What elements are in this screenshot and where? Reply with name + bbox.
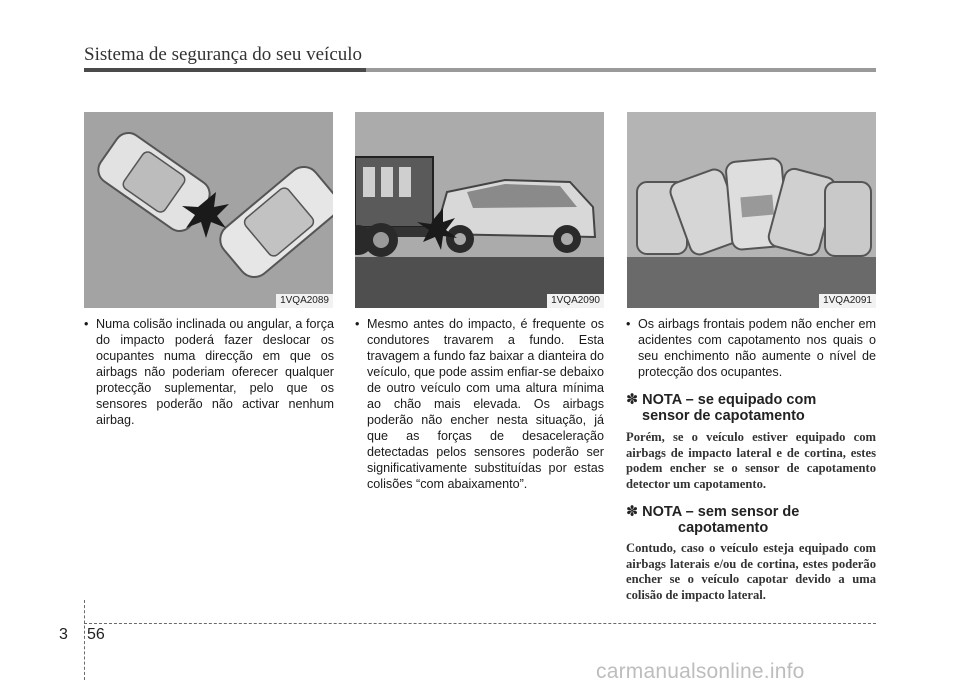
figure-rollover <box>627 112 876 308</box>
bullet: • <box>84 317 89 331</box>
angled-collision-illustration-icon <box>84 112 333 308</box>
underride-collision-illustration-icon <box>355 112 604 308</box>
note-body-rollover-sensor: Porém, se o veículo estiver equipado com airbags de impacto lateral e de cortina, estes podem encher se o sensor de capotamento detector um capotamento. <box>626 430 876 491</box>
text-column-3 <box>626 316 876 380</box>
section-title: Sistema de segurança do seu veículo <box>84 44 363 65</box>
figure-code: 1VQA2089 <box>276 294 333 308</box>
paragraph: Numa colisão inclinada ou angular, a força do impacto poderá fazer deslocar os ocupantes numa direcção em que os airbags não poderiam oferecer qualquer protecção suplementar, pelo que os sensores poderão não activar nenhum airbag. <box>96 317 334 427</box>
note-heading-line1: ✽ NOTA – sem sensor de <box>626 504 800 520</box>
figure-code: 1VQA2091 <box>819 294 876 308</box>
bullet: • <box>355 317 360 331</box>
bullet: • <box>626 317 631 331</box>
text-column-2 <box>355 316 604 492</box>
note-heading-line2: sensor de capotamento <box>642 408 805 424</box>
page-number: 56 <box>87 626 105 643</box>
paragraph: Os airbags frontais podem não encher em acidentes com capotamento nos quais o seu enchimento não aumente o nível de protecção dos ocupantes. <box>638 317 876 379</box>
watermark: carmanualsonline.info <box>596 660 805 683</box>
note-body-no-rollover-sensor: Contudo, caso o veículo esteja equipado com airbags laterais e/ou de cortina, estes poderão encher se o veículo capotar devido a uma colisão de impacto lateral. <box>626 541 876 602</box>
text-column-1 <box>84 316 334 428</box>
note-heading-line2: capotamento <box>678 520 769 536</box>
figure-underride-collision <box>355 112 604 308</box>
note-heading-line1: ✽ NOTA – se equipado com <box>626 392 817 408</box>
chapter-number: 3 <box>59 626 68 643</box>
header-rule <box>84 68 876 72</box>
note-heading-rollover-sensor <box>626 392 816 424</box>
footer-divider <box>84 600 85 680</box>
footer-rule <box>84 623 876 624</box>
note-heading-no-rollover-sensor <box>626 504 799 536</box>
figure-angled-collision <box>84 112 333 308</box>
figure-code: 1VQA2090 <box>547 294 604 308</box>
rollover-illustration-icon <box>627 112 876 308</box>
paragraph: Mesmo antes do impacto, é frequente os condutores travarem a fundo. Esta travagem a fundo faz baixar a dianteira do veículo, que pode assim enfiar-se debaixo de outro veículo com uma altura mínima ao chão mais elevada. Os airbags poderão não encher nesta situação, já que as forças de desaceleração detectadas pelos sensores poderão ser significativamente substituídas por estas colisões “com abaixamento”. <box>367 317 604 491</box>
